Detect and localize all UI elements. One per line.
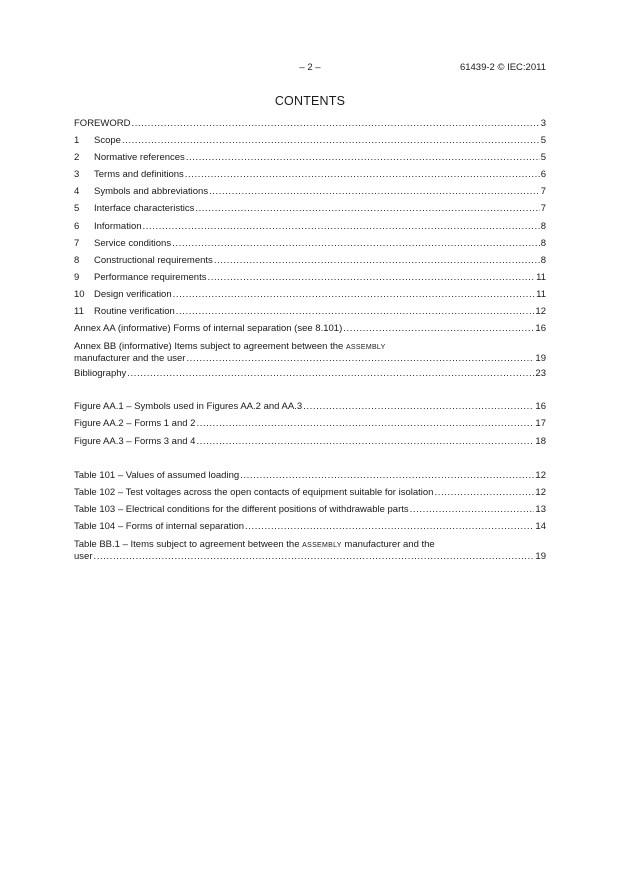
toc-page: 17	[535, 418, 546, 430]
dot-leader	[143, 221, 540, 232]
toc-page: 12	[535, 486, 546, 498]
toc-label: Service conditions	[94, 237, 172, 249]
toc-label: Performance requirements	[94, 271, 207, 283]
toc-label: Scope	[94, 135, 121, 147]
dot-leader	[303, 401, 534, 412]
contents-title: CONTENTS	[274, 94, 346, 108]
toc-number: 8	[74, 254, 80, 266]
dot-leader	[131, 118, 539, 129]
dot-leader	[434, 487, 534, 498]
toc-page: 19	[535, 550, 546, 562]
toc-label: Symbols and abbreviations	[94, 186, 209, 198]
toc-entry-performance-requirements[interactable]	[74, 272, 546, 289]
toc-label: Table BB.1 – Items subject to agreement between the	[74, 538, 303, 550]
toc-label-smallcaps: ASSEMBLY	[345, 344, 386, 352]
toc-entry-symbols-and-abbreviations[interactable]	[74, 186, 546, 203]
dot-leader	[196, 436, 534, 447]
document-reference: 61439-2 © IEC:2011	[459, 62, 546, 73]
page-number: – 2 –	[299, 62, 321, 73]
dot-leader	[122, 135, 540, 146]
toc-entry-constructional-requirements[interactable]	[74, 255, 546, 272]
toc-entry-figure-aa2[interactable]	[74, 418, 546, 435]
toc-label: Annex BB (informative) Items subject to agreement between the	[74, 341, 346, 353]
toc-page: 8	[540, 237, 546, 249]
toc-entry-figure-aa3[interactable]	[74, 436, 546, 453]
toc-page: 16	[535, 323, 546, 335]
toc-page: 23	[535, 368, 546, 380]
dot-leader	[185, 169, 540, 180]
toc-entry-annex-bb[interactable]	[74, 341, 546, 368]
toc-entry-interface-characteristics[interactable]	[74, 203, 546, 220]
toc-number: 6	[74, 220, 80, 232]
toc-number: 7	[74, 237, 80, 249]
toc-entry-annex-aa[interactable]	[74, 323, 546, 340]
toc-page: 5	[540, 135, 546, 147]
toc-page: 5	[540, 152, 546, 164]
dot-leader	[186, 353, 534, 364]
dot-leader	[245, 521, 534, 532]
toc-entry-table-104[interactable]	[74, 521, 546, 538]
toc-label: manufacturer and the	[341, 538, 435, 550]
toc-number: 4	[74, 186, 80, 198]
toc-number: 1	[74, 135, 80, 147]
toc-page: 12	[535, 306, 546, 318]
table-of-contents	[74, 118, 546, 566]
toc-entry-table-103[interactable]	[74, 504, 546, 521]
toc-label: Table 102 – Test voltages across the open contacts of equipment suitable for isolation	[74, 486, 434, 498]
toc-entry-scope[interactable]	[74, 135, 546, 152]
dot-leader	[127, 368, 534, 379]
section-gap	[74, 385, 546, 401]
toc-entry-table-101[interactable]	[74, 470, 546, 487]
toc-label: Table 104 – Forms of internal separation	[74, 520, 245, 532]
toc-label-continued: manufacturer and the user	[74, 353, 186, 365]
dot-leader	[195, 203, 539, 214]
toc-label-smallcaps: ASSEMBLY	[302, 541, 342, 549]
toc-page: 11	[536, 288, 546, 300]
toc-label: Terms and definitions	[94, 169, 184, 181]
toc-page: 7	[540, 186, 546, 198]
toc-label-continued: user	[74, 550, 93, 562]
dot-leader	[196, 418, 534, 429]
toc-page: 11	[536, 271, 546, 283]
toc-entry-foreword[interactable]	[74, 118, 546, 135]
dot-leader	[207, 272, 535, 283]
toc-page: 18	[535, 435, 546, 447]
toc-label: Annex AA (informative) Forms of internal separation (see 8.101)	[74, 323, 343, 335]
dot-leader	[343, 323, 534, 334]
toc-number: 11	[74, 306, 84, 318]
toc-page: 12	[535, 469, 546, 481]
toc-label: Constructional requirements	[94, 254, 213, 266]
dot-leader	[209, 186, 540, 197]
toc-page: 6	[540, 169, 546, 181]
toc-entry-service-conditions[interactable]	[74, 238, 546, 255]
toc-entry-bibliography[interactable]	[74, 368, 546, 385]
dot-leader	[240, 470, 534, 481]
toc-label: Figure AA.2 – Forms 1 and 2	[74, 418, 196, 430]
dot-leader	[186, 152, 540, 163]
dot-leader	[173, 289, 536, 300]
toc-entry-table-bb1[interactable]	[74, 539, 546, 566]
toc-entry-normative-references[interactable]	[74, 152, 546, 169]
toc-label: Figure AA.1 – Symbols used in Figures AA.2 and AA.3	[74, 401, 303, 413]
toc-number: 10	[74, 288, 85, 300]
toc-entry-information[interactable]	[74, 221, 546, 238]
toc-page: 7	[540, 203, 546, 215]
toc-label: Routine verification	[94, 306, 175, 318]
toc-page: 13	[535, 503, 546, 515]
section-gap	[74, 453, 546, 470]
toc-number: 2	[74, 152, 80, 164]
toc-label: Bibliography	[74, 368, 127, 380]
toc-page: 8	[540, 254, 546, 266]
dot-leader	[176, 306, 535, 317]
toc-number: 9	[74, 271, 80, 283]
toc-entry-figure-aa1[interactable]	[74, 401, 546, 418]
toc-entry-terms-and-definitions[interactable]	[74, 169, 546, 186]
toc-page: 19	[535, 353, 546, 365]
toc-label: Information	[94, 220, 142, 232]
dot-leader	[93, 551, 534, 562]
toc-entry-table-102[interactable]	[74, 487, 546, 504]
toc-page: 3	[540, 118, 546, 129]
toc-number: 3	[74, 169, 80, 181]
dot-leader	[172, 238, 540, 249]
toc-label: Interface characteristics	[94, 203, 195, 215]
toc-page: 14	[535, 520, 546, 532]
dot-leader	[214, 255, 540, 266]
toc-label: Table 103 – Electrical conditions for the different positions of withdrawable parts	[74, 503, 409, 515]
toc-label: Design verification	[94, 288, 172, 300]
dot-leader	[410, 504, 535, 515]
toc-page: 8	[540, 220, 546, 232]
toc-entry-design-verification[interactable]	[74, 289, 546, 306]
toc-number: 5	[74, 203, 80, 215]
toc-label: Figure AA.3 – Forms 3 and 4	[74, 435, 196, 447]
toc-label: Normative references	[94, 152, 185, 164]
toc-label: Table 101 – Values of assumed loading	[74, 469, 240, 481]
toc-page: 16	[535, 401, 546, 413]
toc-label: FOREWORD	[74, 118, 131, 129]
toc-entry-routine-verification[interactable]	[74, 306, 546, 323]
